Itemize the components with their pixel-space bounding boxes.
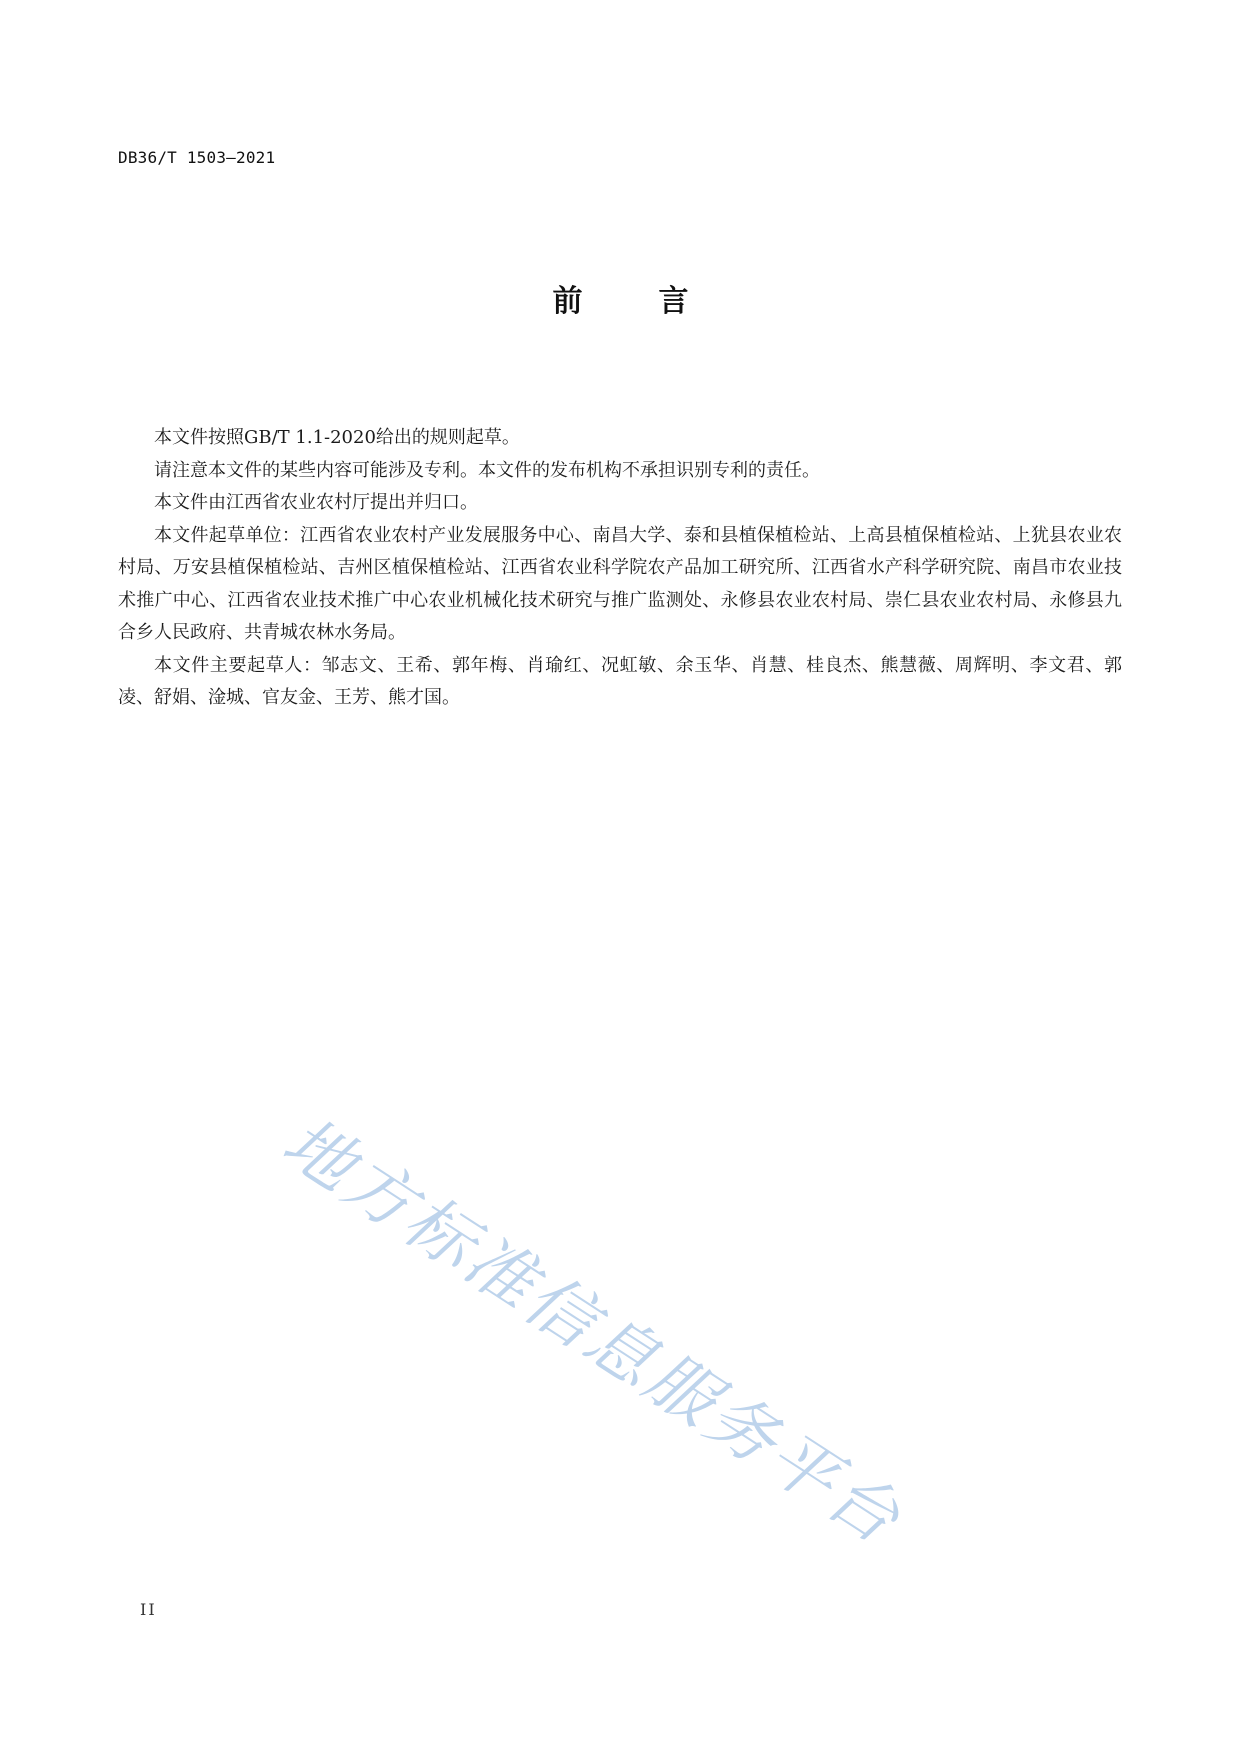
document-code: DB36/T 1503—2021 bbox=[118, 148, 276, 167]
foreword-body bbox=[118, 422, 1122, 715]
page-title-char-2: 言 bbox=[658, 284, 689, 319]
paragraph-proposer: 本文件由江西省农业农村厅提出并归口。 bbox=[154, 492, 478, 513]
watermark: 地方标准信息服务平台 bbox=[268, 1102, 916, 1561]
page-number: II bbox=[140, 1600, 157, 1619]
page-title bbox=[0, 276, 1241, 320]
paragraph-drafters: 本文件主要起草人：邹志文、王希、郭年梅、肖瑜红、况虹敏、余玉华、肖慧、桂良杰、熊慧薇、周辉明、李文君、郭凌、舒娟、淦城、官友金、王芳、熊才国。 bbox=[118, 654, 1122, 708]
paragraph-drafting-rules: 本文件按照GB/T 1.1-2020给出的规则起草。 bbox=[154, 427, 520, 448]
paragraph-patent-notice: 请注意本文件的某些内容可能涉及专利。本文件的发布机构不承担识别专利的责任。 bbox=[154, 459, 820, 481]
page-title-char-1: 前 bbox=[552, 284, 583, 319]
paragraph-drafting-units: 本文件起草单位：江西省农业农村产业发展服务中心、南昌大学、泰和县植保植检站、上高县植保植检站、上犹县农业农村局、万安县植保植检站、吉州区植保植检站、江西省农业科学院农产品加工研究所、江西省水产科学研究院、南昌市农业技术推广中心、江西省农业技术推广中心农业机械化技术研究与推广监测处、永修县农业农村局、崇仁县农业农村局、永修县九合乡人民政府、共青城农林水务局。 bbox=[118, 524, 1122, 643]
